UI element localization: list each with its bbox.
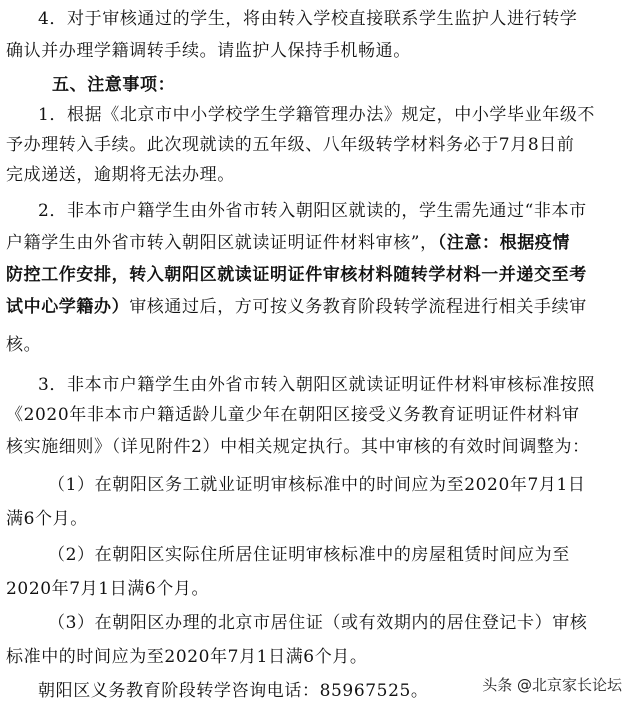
note-2-emphasis-end: 试中心学籍办）: [6, 297, 130, 317]
paragraph-4-line-2: 确认并办理学籍调转手续。请监护人保持手机畅通。: [6, 41, 411, 61]
note-2-line-4-text: 审核通过后，方可按义务教育阶段转学流程进行相关手续审: [129, 297, 587, 317]
note-2-line-5: 核。: [6, 335, 42, 355]
section-5-heading: 五、注意事项：: [52, 75, 176, 95]
note-3-line-1: 3．非本市户籍学生由外省市转入朝阳区就读证明证件材料审核标准按照: [38, 375, 596, 395]
note-2-line-4: [6, 296, 587, 318]
note-1-line-1: 1．根据《北京市中小学校学生学籍管理办法》规定，中小学毕业年级不: [38, 105, 596, 125]
paragraph-4-line-1: 4．对于审核通过的学生，将由转入学校直接联系学生监护人进行转学: [38, 9, 578, 29]
contact-phone-line: 朝阳区义务教育阶段转学咨询电话：85967525。: [38, 681, 429, 701]
note-2-emphasis-start: （注意：根据疫情: [437, 233, 571, 253]
sub-item-3-line-2: 标准中的时间应为至2020年7月1日满6个月。: [6, 647, 368, 667]
note-3-line-2: 《2020年非本市户籍适龄儿童少年在朝阳区接受义务教育证明证件材料审: [6, 405, 580, 425]
note-2-line-2-text: 户籍学生由外省市转入朝阳区就读证明证件材料审核”，: [6, 233, 438, 253]
note-2-emphasis-line: 防控工作安排，转入朝阳区就读证明证件审核材料随转学材料一并递交至考: [6, 265, 587, 285]
note-1-line-3: 完成递送，逾期将无法办理。: [6, 165, 235, 185]
sub-item-2-line-1: （2）在朝阳区实际住所居住证明审核标准中的房屋租赁时间应为至: [48, 545, 570, 565]
sub-item-2-line-2: 2020年7月1日满6个月。: [6, 579, 210, 599]
note-1-line-2: 予办理转入手续。此次现就读的五年级、八年级转学材料务必于7月8日前: [6, 135, 575, 155]
sub-item-1-line-1: （1）在朝阳区务工就业证明审核标准中的时间应为至2020年7月1日: [48, 475, 586, 495]
sub-item-1-line-2: 满6个月。: [6, 509, 88, 529]
sub-item-3-line-1: （3）在朝阳区办理的北京市居住证（或有效期内的居住登记卡）审核: [48, 613, 588, 633]
note-2-line-1: 2．非本市户籍学生由外省市转入朝阳区就读的，学生需先通过“非本市: [38, 201, 587, 221]
source-watermark: 头条 @北京家长论坛: [482, 676, 622, 694]
note-3-line-3: 核实施细则》（详见附件2）中相关规定执行。其中审核的有效时间调整为：: [6, 437, 590, 457]
note-2-line-2: [6, 232, 570, 254]
